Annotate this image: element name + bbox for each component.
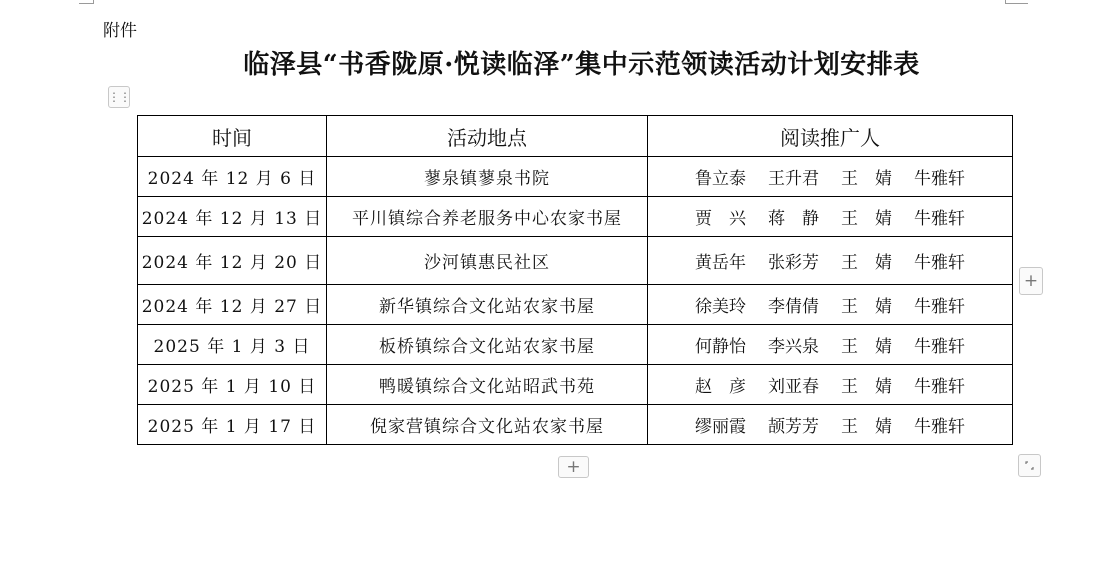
readers-cell[interactable] xyxy=(648,157,1013,197)
add-column-button[interactable] xyxy=(1019,267,1043,295)
reader-name: 黄岳年 xyxy=(695,253,746,273)
table-row xyxy=(138,365,1013,405)
table-move-handle[interactable] xyxy=(108,86,130,108)
resize-corner-icon xyxy=(1024,460,1035,471)
reader-name: 贾 兴 xyxy=(695,209,746,229)
reader-name: 牛雅轩 xyxy=(914,209,965,229)
move-handle-icon: ⋮⋮ xyxy=(108,90,130,104)
table-row xyxy=(138,325,1013,365)
header-date: 时间 xyxy=(138,116,327,157)
reader-name: 王升君 xyxy=(768,169,819,189)
add-row-button[interactable] xyxy=(558,456,589,478)
readers-cell[interactable] xyxy=(648,197,1013,237)
document-title: 临泽县“书香陇原·悦读临泽”集中示范领读活动计划安排表 xyxy=(243,50,920,80)
reader-name: 徐美玲 xyxy=(695,297,746,317)
plus-icon: + xyxy=(566,457,581,477)
reader-name: 牛雅轩 xyxy=(914,253,965,273)
date-cell[interactable]: 2024 年 12 月 20 日 xyxy=(138,237,327,285)
table-row xyxy=(138,157,1013,197)
reader-name: 牛雅轩 xyxy=(914,377,965,397)
date-cell[interactable]: 2025 年 1 月 17 日 xyxy=(138,405,327,445)
table-row xyxy=(138,285,1013,325)
reader-name: 张彩芳 xyxy=(768,253,819,273)
reader-name: 牛雅轩 xyxy=(914,297,965,317)
venue-cell[interactable]: 鸭暖镇综合文化站昭武书苑 xyxy=(327,365,648,405)
reader-name: 颉芳芳 xyxy=(768,417,819,437)
reader-name: 王 婧 xyxy=(841,253,892,273)
table-row xyxy=(138,405,1013,445)
table-row xyxy=(138,197,1013,237)
readers-cell[interactable] xyxy=(648,365,1013,405)
venue-cell[interactable]: 沙河镇惠民社区 xyxy=(327,237,648,285)
date-cell[interactable]: 2025 年 1 月 3 日 xyxy=(138,325,327,365)
venue-cell[interactable]: 新华镇综合文化站农家书屋 xyxy=(327,285,648,325)
header-venue: 活动地点 xyxy=(327,116,648,157)
reader-name: 牛雅轩 xyxy=(914,169,965,189)
venue-cell[interactable]: 蓼泉镇蓼泉书院 xyxy=(327,157,648,197)
date-cell[interactable]: 2024 年 12 月 27 日 xyxy=(138,285,327,325)
reader-name: 李倩倩 xyxy=(768,297,819,317)
header-readers: 阅读推广人 xyxy=(648,116,1013,157)
reader-name: 赵 彦 xyxy=(695,377,746,397)
schedule-table xyxy=(137,115,1013,445)
reader-name: 王 婧 xyxy=(841,377,892,397)
attachment-label: 附件 xyxy=(103,21,137,41)
reader-name: 牛雅轩 xyxy=(914,417,965,437)
reader-name: 牛雅轩 xyxy=(914,337,965,357)
venue-cell[interactable]: 板桥镇综合文化站农家书屋 xyxy=(327,325,648,365)
reader-name: 鲁立泰 xyxy=(695,169,746,189)
table-header-row xyxy=(138,116,1013,157)
reader-name: 王 婧 xyxy=(841,417,892,437)
reader-name: 缪丽霞 xyxy=(695,417,746,437)
reader-name: 王 婧 xyxy=(841,297,892,317)
table-resize-handle[interactable] xyxy=(1018,454,1041,477)
reader-name: 李兴泉 xyxy=(768,337,819,357)
table-row xyxy=(138,237,1013,285)
reader-name: 何静怡 xyxy=(695,337,746,357)
plus-icon: + xyxy=(1023,271,1039,291)
reader-name: 刘亚春 xyxy=(768,377,819,397)
date-cell[interactable]: 2024 年 12 月 13 日 xyxy=(138,197,327,237)
readers-cell[interactable] xyxy=(648,285,1013,325)
reader-name: 王 婧 xyxy=(841,209,892,229)
readers-cell[interactable] xyxy=(648,325,1013,365)
reader-name: 蒋 静 xyxy=(768,209,819,229)
venue-cell[interactable]: 倪家营镇综合文化站农家书屋 xyxy=(327,405,648,445)
date-cell[interactable]: 2025 年 1 月 10 日 xyxy=(138,365,327,405)
readers-cell[interactable] xyxy=(648,405,1013,445)
reader-name: 王 婧 xyxy=(841,169,892,189)
reader-name: 王 婧 xyxy=(841,337,892,357)
venue-cell[interactable]: 平川镇综合养老服务中心农家书屋 xyxy=(327,197,648,237)
date-cell[interactable]: 2024 年 12 月 6 日 xyxy=(138,157,327,197)
page-corner-mark-right xyxy=(1005,0,1028,4)
page-corner-mark-left xyxy=(79,0,94,4)
readers-cell[interactable] xyxy=(648,237,1013,285)
